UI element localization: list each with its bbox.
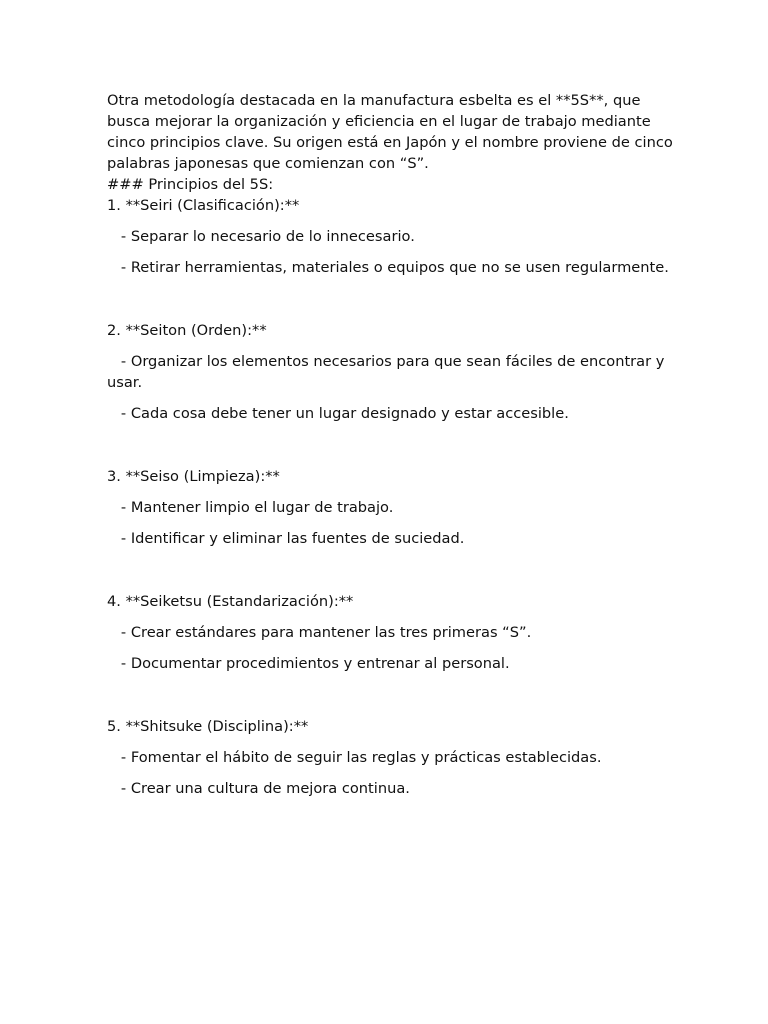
principle-shitsuke	[107, 716, 677, 799]
principle-bullet: - Fomentar el hábito de seguir las reglas y prácticas establecidas.	[107, 749, 602, 766]
principle-bullet: - Crear estándares para mantener las tres primeras “S”.	[107, 624, 532, 641]
principle-bullet: - Cada cosa debe tener un lugar designado y estar accesible.	[107, 405, 569, 422]
principle-title: 1. **Seiri (Clasificación):**	[107, 197, 300, 214]
principle-bullet: - Organizar los elementos necesarios para que sean fáciles de encontrar y usar.	[107, 353, 670, 391]
principle-bullet: - Crear una cultura de mejora continua.	[107, 780, 410, 797]
principle-bullet: - Mantener limpio el lugar de trabajo.	[107, 499, 394, 516]
principle-bullet: - Retirar herramientas, materiales o equipos que no se usen regularmente.	[107, 259, 669, 276]
principle-title: 5. **Shitsuke (Disciplina):**	[107, 718, 309, 735]
principle-title: 3. **Seiso (Limpieza):**	[107, 468, 280, 485]
principle-bullet: - Identificar y eliminar las fuentes de suciedad.	[107, 530, 465, 547]
section-heading: ### Principios del 5S:	[107, 176, 274, 193]
principle-seiton	[107, 320, 677, 424]
principle-seiketsu	[107, 591, 677, 674]
principle-seiso	[107, 466, 677, 549]
intro-paragraph: Otra metodología destacada en la manufactura esbelta es el **5S**, que busca mejorar la organización y eficiencia en el lugar de trabajo mediante cinco principios clave. Su origen está en Japón y el nombre proviene de cinco palabras japonesas que comienzan con “S”.	[107, 92, 678, 172]
document-page	[107, 90, 677, 841]
principle-bullet: - Separar lo necesario de lo innecesario.	[107, 228, 415, 245]
principle-title: 2. **Seiton (Orden):**	[107, 322, 267, 339]
principle-bullet: - Documentar procedimientos y entrenar al personal.	[107, 655, 510, 672]
principle-title: 4. **Seiketsu (Estandarización):**	[107, 593, 354, 610]
principle-seiri	[107, 195, 677, 278]
